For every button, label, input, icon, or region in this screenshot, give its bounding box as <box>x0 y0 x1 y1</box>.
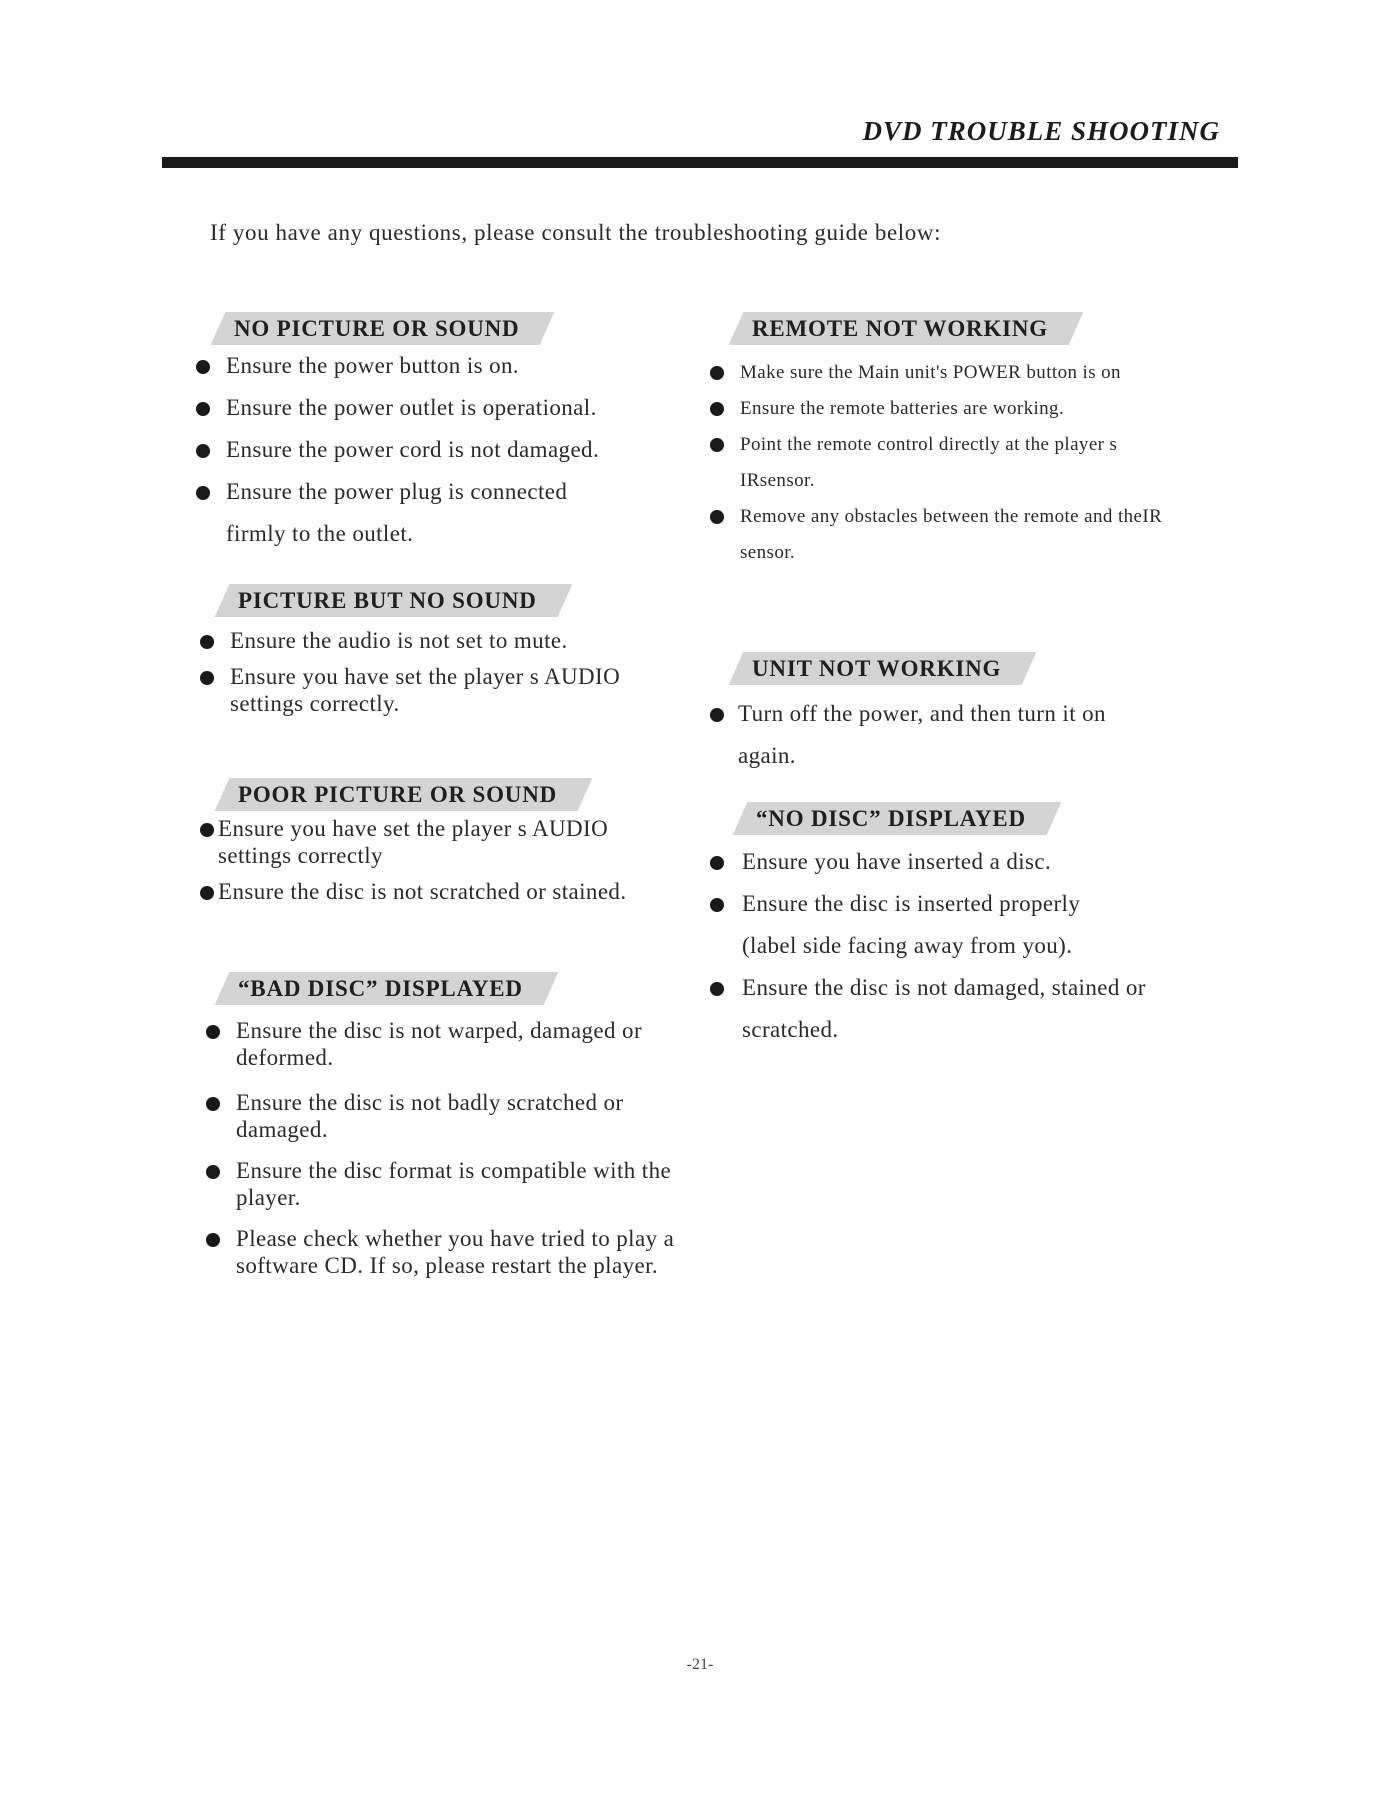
item-text: Ensure the disc is not warped, damaged or deformed. <box>236 1018 643 1070</box>
list-item <box>206 1089 686 1143</box>
item-text: Ensure the power button is on. <box>226 353 520 378</box>
list-item <box>200 815 658 869</box>
section-poor-picture-or-sound <box>200 778 670 914</box>
section-heading: REMOTE NOT WORKING <box>736 312 1076 345</box>
list-item <box>710 841 1200 883</box>
section-heading: PICTURE BUT NO SOUND <box>222 584 565 617</box>
page-title: DVD TROUBLE SHOOTING <box>862 116 1220 146</box>
item-list <box>196 345 656 555</box>
item-text: Ensure the power cord is not damaged. <box>226 437 600 462</box>
bullet-icon <box>196 486 210 500</box>
item-text: Ensure the disc format is compatible with the player. <box>236 1158 672 1210</box>
list-item <box>206 1225 726 1279</box>
bullet-icon <box>206 1025 220 1039</box>
item-list <box>200 627 670 717</box>
list-item <box>710 967 1202 1051</box>
bullet-icon <box>206 1233 220 1247</box>
intro-text: If you have any questions, please consult the troubleshooting guide below: <box>210 220 942 245</box>
item-list <box>206 1017 706 1279</box>
section-heading: UNIT NOT WORKING <box>736 652 1029 685</box>
bullet-icon <box>200 635 214 649</box>
item-list <box>200 815 670 905</box>
list-item <box>200 627 670 654</box>
bullet-icon <box>710 898 724 912</box>
page-number: -21- <box>686 1656 714 1673</box>
section-heading: POOR PICTURE OR SOUND <box>222 778 585 811</box>
item-text: Turn off the power, and then turn it on again. <box>738 701 1106 768</box>
bullet-icon <box>196 402 210 416</box>
section-bad-disc-displayed <box>206 972 706 1288</box>
bullet-icon <box>200 671 214 685</box>
list-item <box>710 693 1158 777</box>
item-text: Point the remote control directly at the player s IRsensor. <box>740 434 1118 491</box>
item-text: Ensure the disc is not badly scratched or damaged. <box>236 1090 624 1142</box>
bullet-icon <box>710 402 724 416</box>
section-unit-not-working <box>710 652 1180 777</box>
item-text: Ensure you have set the player s AUDIO settings correctly <box>218 816 609 868</box>
list-item <box>206 1017 706 1071</box>
item-text: Ensure the disc is not scratched or stained. <box>218 879 627 904</box>
section-heading: “BAD DISC” DISPLAYED <box>222 972 551 1005</box>
list-item <box>200 663 650 717</box>
bullet-icon <box>710 510 724 524</box>
item-text: Ensure you have set the player s AUDIO settings correctly. <box>230 664 621 716</box>
bullet-icon <box>196 444 210 458</box>
bullet-icon <box>206 1165 220 1179</box>
item-list <box>710 841 1200 1051</box>
section-no-disc-displayed <box>710 802 1200 1051</box>
section-picture-but-no-sound <box>200 584 670 726</box>
item-text: Ensure the power plug is connected firmly to the outlet. <box>226 479 568 546</box>
item-text: Please check whether you have tried to play a software CD. If so, please restart the player. <box>236 1226 675 1278</box>
bullet-icon <box>710 366 724 380</box>
item-text: Ensure the audio is not set to mute. <box>230 628 568 653</box>
bullet-icon <box>206 1097 220 1111</box>
bullet-icon <box>710 438 724 452</box>
item-list <box>710 693 1180 777</box>
list-item <box>710 883 1132 967</box>
item-list <box>710 355 1180 571</box>
list-item <box>710 499 1190 571</box>
item-text: Ensure the disc is not damaged, stained or scratched. <box>742 975 1146 1042</box>
header-rule <box>162 157 1238 168</box>
bullet-icon <box>710 982 724 996</box>
list-item <box>200 878 670 905</box>
list-item <box>710 427 1180 499</box>
bullet-icon <box>196 360 210 374</box>
item-text: Ensure the disc is inserted properly (label side facing away from you). <box>742 891 1081 958</box>
list-item <box>196 471 606 555</box>
list-item <box>196 429 656 471</box>
bullet-icon <box>200 886 214 900</box>
item-text: Ensure you have inserted a disc. <box>742 849 1052 874</box>
bullet-icon <box>200 823 214 837</box>
list-item <box>710 355 1180 391</box>
section-heading: “NO DISC” DISPLAYED <box>740 802 1054 835</box>
list-item <box>196 345 656 387</box>
section-heading: NO PICTURE OR SOUND <box>218 312 547 345</box>
item-text: Ensure the power outlet is operational. <box>226 395 597 420</box>
section-no-picture-or-sound <box>196 312 656 555</box>
item-text: Remove any obstacles between the remote and theIR sensor. <box>740 506 1163 563</box>
list-item <box>206 1157 686 1211</box>
item-text: Ensure the remote batteries are working. <box>740 398 1065 419</box>
bullet-icon <box>710 856 724 870</box>
item-text: Make sure the Main unit's POWER button is on <box>740 362 1121 383</box>
bullet-icon <box>710 708 724 722</box>
list-item <box>196 387 656 429</box>
section-remote-not-working <box>710 312 1180 571</box>
list-item <box>710 391 1180 427</box>
